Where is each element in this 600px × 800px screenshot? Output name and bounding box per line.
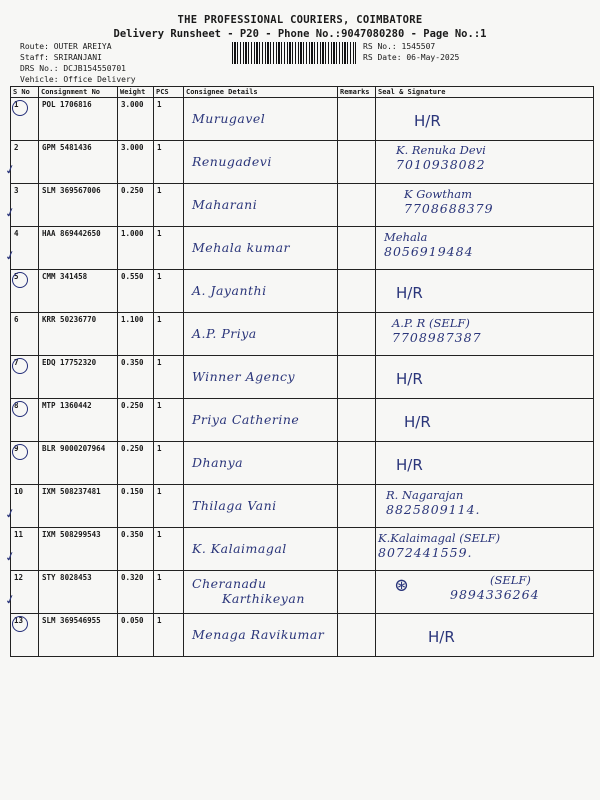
tick-icon: ✓ (3, 548, 18, 567)
consignee-name: Mehala kumar (192, 240, 291, 255)
signature: R. Nagarajan 8825809114. (386, 488, 481, 517)
rs-date: RS Date: 06-May-2025 (363, 53, 460, 62)
signature: (SELF) 9894336264 (450, 573, 540, 602)
consignment-no: HAA 869442650 (39, 227, 118, 270)
remarks (338, 141, 376, 184)
sno: 8 (14, 401, 19, 410)
pcs: 1 (154, 313, 184, 356)
weight: 3.000 (118, 141, 154, 184)
pcs: 1 (154, 614, 184, 657)
sno: 1 (14, 100, 19, 109)
circle-mark (12, 358, 28, 374)
sno: 12 (14, 573, 24, 582)
consignment-no: CMM 341458 (39, 270, 118, 313)
vehicle: Vehicle: Office Delivery (20, 75, 136, 84)
pcs: 1 (154, 356, 184, 399)
sno: 2 (14, 143, 19, 152)
col-consignment: Consignment No (39, 87, 118, 98)
sno: 11 (14, 530, 24, 539)
consignment-no: EDQ 17752320 (39, 356, 118, 399)
table-row (11, 356, 594, 399)
table-row (11, 528, 594, 571)
remarks (338, 313, 376, 356)
pcs: 1 (154, 227, 184, 270)
weight: 0.350 (118, 356, 154, 399)
consignment-no: BLR 9000207964 (39, 442, 118, 485)
col-signature: Seal & Signature (376, 87, 594, 98)
weight: 0.050 (118, 614, 154, 657)
remarks (338, 485, 376, 528)
barcode (232, 42, 356, 64)
table-row (11, 399, 594, 442)
sno: 5 (14, 272, 19, 281)
signature: A.P. R (SELF) 7708987387 (392, 316, 482, 345)
runsheet-meta-right (363, 41, 459, 63)
consignee-name: Maharani (192, 197, 258, 212)
weight: 1.000 (118, 227, 154, 270)
table-row (11, 98, 594, 141)
tick-icon: ✓ (3, 204, 18, 223)
table-row (11, 313, 594, 356)
tick-icon: ✓ (3, 247, 18, 266)
table-row (11, 270, 594, 313)
signature: K.Kalaimagal (SELF) 8072441559. (378, 531, 501, 560)
tick-icon: ✓ (3, 505, 18, 524)
weight: 3.000 (118, 98, 154, 141)
drs-number: DRS No.: DCJB154550701 (20, 64, 126, 73)
consignee-name: Dhanya (192, 455, 244, 470)
consignee-name: Winner Agency (192, 369, 296, 384)
weight: 0.250 (118, 442, 154, 485)
circle-mark (12, 616, 28, 632)
col-weight: Weight (118, 87, 154, 98)
consignment-no: SLM 369567006 (39, 184, 118, 227)
remarks (338, 399, 376, 442)
weight: 0.550 (118, 270, 154, 313)
weight: 0.250 (118, 399, 154, 442)
remarks (338, 184, 376, 227)
consignment-no: MTP 1360442 (39, 399, 118, 442)
consignment-no: POL 1706816 (39, 98, 118, 141)
sno: 10 (14, 487, 24, 496)
consignee-name: Thilaga Vani (192, 498, 277, 513)
consignee-name: Renugadevi (192, 154, 272, 169)
consignment-no: KRR 50236770 (39, 313, 118, 356)
consignment-no: SLM 369546955 (39, 614, 118, 657)
weight: 1.100 (118, 313, 154, 356)
remarks (338, 614, 376, 657)
consignee-name: Murugavel (192, 111, 266, 126)
signature-stamp: ⊛ (394, 575, 410, 596)
signature: H/R (396, 456, 423, 474)
table-row (11, 184, 594, 227)
signature: H/R (396, 284, 423, 302)
pcs: 1 (154, 442, 184, 485)
signature: H/R (414, 112, 441, 130)
circle-mark (12, 100, 28, 116)
signature: H/R (428, 628, 455, 646)
document-title: THE PROFESSIONAL COURIERS, COIMBATORE (177, 14, 423, 26)
signature: K. Renuka Devi 7010938082 (396, 143, 486, 172)
col-consignee: Consignee Details (184, 87, 338, 98)
weight: 0.320 (118, 571, 154, 614)
consignee-name: A.P. Priya (192, 326, 257, 341)
col-sno: S No (11, 87, 39, 98)
signature: H/R (396, 370, 423, 388)
weight: 0.150 (118, 485, 154, 528)
consignment-no: IXM 508299543 (39, 528, 118, 571)
remarks (338, 571, 376, 614)
consignment-no: GPM 5481436 (39, 141, 118, 184)
table-row (11, 442, 594, 485)
tick-icon: ✓ (3, 591, 18, 610)
circle-mark (12, 401, 28, 417)
consignee-name: A. Jayanthi (192, 283, 267, 298)
col-remarks: Remarks (338, 87, 376, 98)
pcs: 1 (154, 98, 184, 141)
consignee-name: Cheranadu Karthikeyan (192, 576, 305, 606)
table-row (11, 227, 594, 270)
tick-icon: ✓ (3, 161, 18, 180)
pcs: 1 (154, 528, 184, 571)
circle-mark (12, 444, 28, 460)
signature: H/R (404, 413, 431, 431)
consignee-name: Priya Catherine (192, 412, 300, 427)
table-header-row (11, 87, 594, 98)
table-row (11, 571, 594, 614)
pcs: 1 (154, 184, 184, 227)
remarks (338, 227, 376, 270)
weight: 0.350 (118, 528, 154, 571)
signature: K Gowtham 7708688379 (404, 187, 494, 216)
sno: 9 (14, 444, 19, 453)
rs-number: RS No.: 1545507 (363, 42, 436, 51)
table-row (11, 485, 594, 528)
remarks (338, 528, 376, 571)
signature: Mehala 8056919484 (384, 230, 474, 259)
route: Route: OUTER AREIYA (20, 42, 112, 51)
sno: 7 (14, 358, 19, 367)
remarks (338, 356, 376, 399)
table-row (11, 141, 594, 184)
sno: 13 (14, 616, 24, 625)
col-pcs: PCS (154, 87, 184, 98)
consignment-no: IXM 508237481 (39, 485, 118, 528)
pcs: 1 (154, 270, 184, 313)
remarks (338, 98, 376, 141)
pcs: 1 (154, 141, 184, 184)
sno: 6 (14, 315, 19, 324)
pcs: 1 (154, 485, 184, 528)
sno: 4 (14, 229, 19, 238)
consignee-name: Menaga Ravikumar (192, 627, 325, 642)
circle-mark (12, 272, 28, 288)
remarks (338, 442, 376, 485)
sno: 3 (14, 186, 19, 195)
pcs: 1 (154, 571, 184, 614)
remarks (338, 270, 376, 313)
delivery-table (3, 86, 594, 657)
pcs: 1 (154, 399, 184, 442)
staff: Staff: SRIRANJANI (20, 53, 102, 62)
table-row (11, 614, 594, 657)
runsheet-meta-left (20, 41, 136, 85)
consignment-no: STY 8028453 (39, 571, 118, 614)
runsheet-subtitle: Delivery Runsheet - P20 - Phone No.:9047080280 - Page No.:1 (113, 28, 487, 40)
consignee-name: K. Kalaimagal (192, 541, 287, 556)
weight: 0.250 (118, 184, 154, 227)
